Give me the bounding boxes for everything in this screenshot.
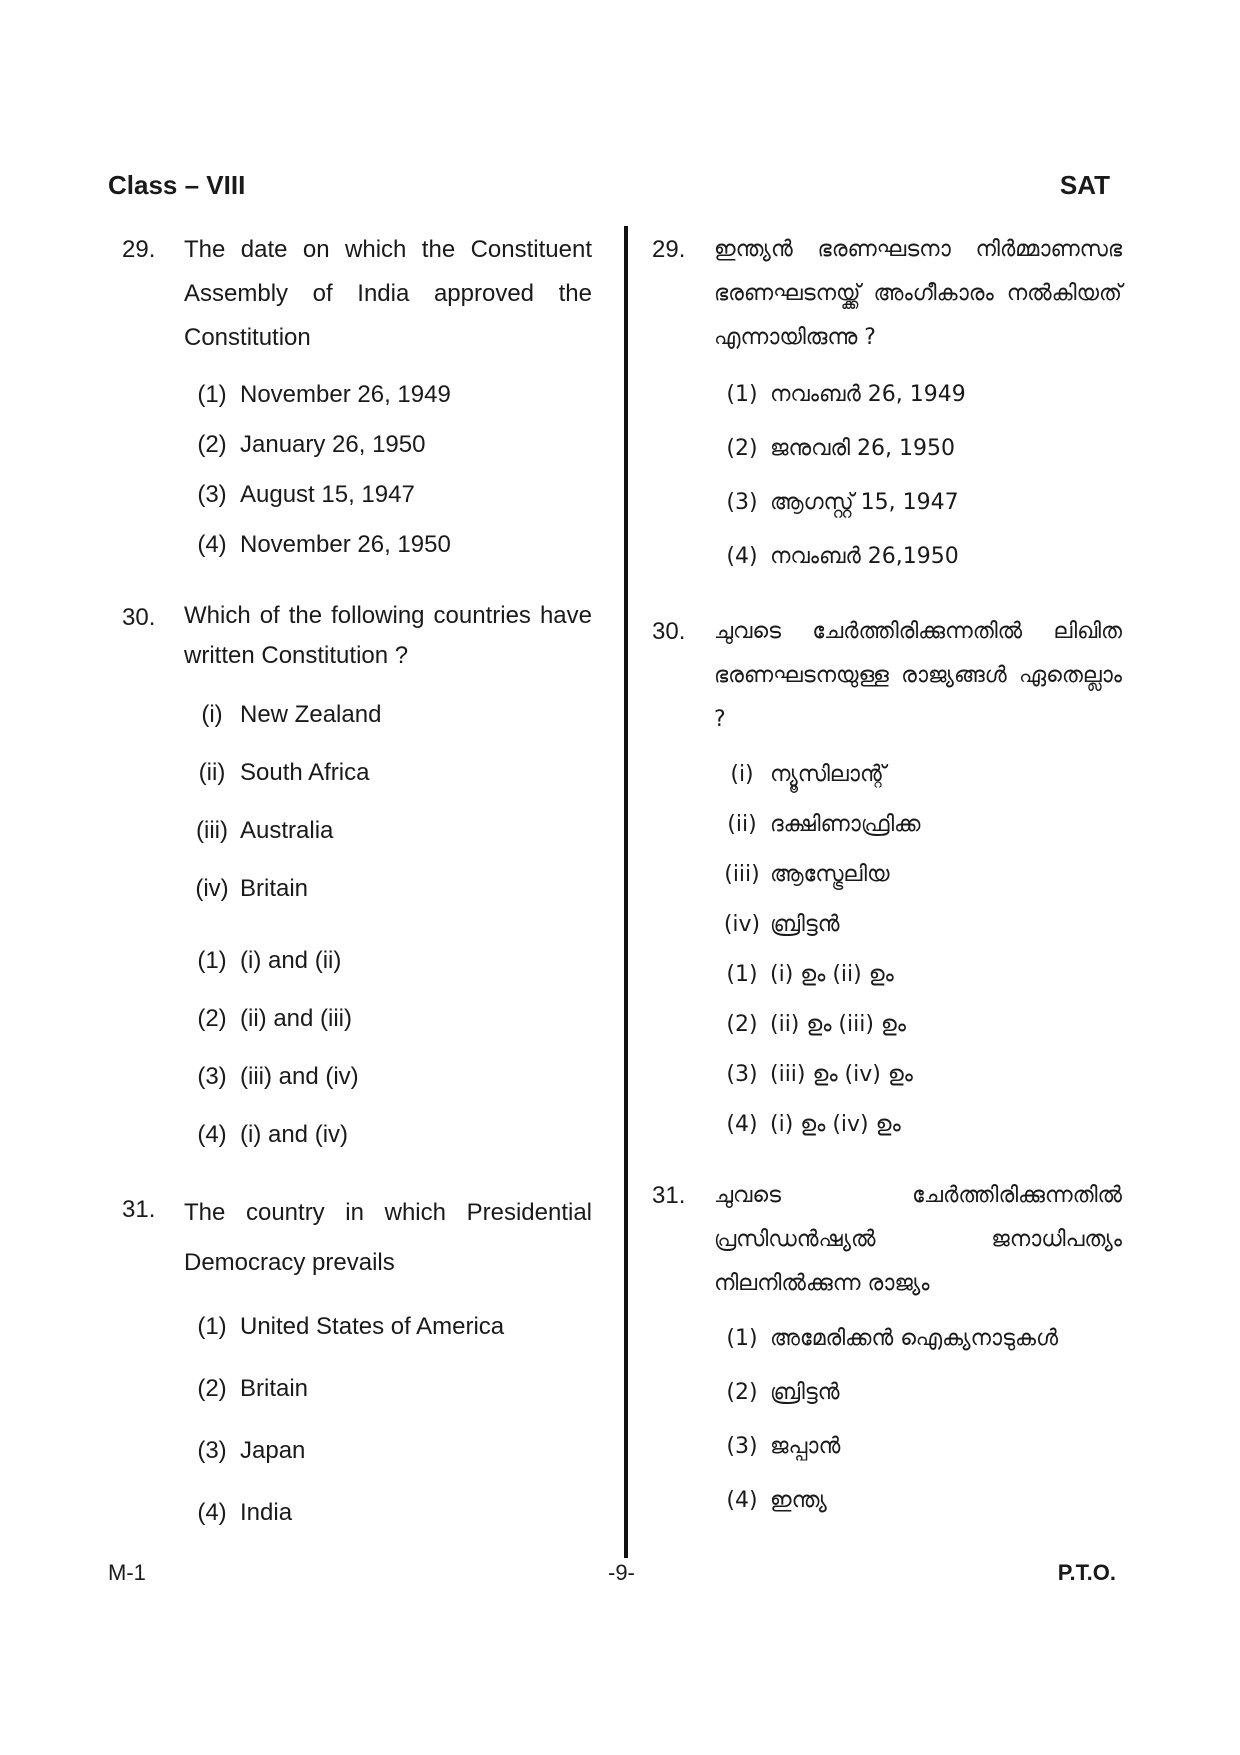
option	[184, 520, 592, 570]
options	[714, 1312, 1122, 1528]
option-label: (2)	[726, 436, 758, 461]
option	[184, 370, 592, 420]
question-text: ചുവടെ ചേർത്തിരിക്കുന്നതിൽ ലിഖിത ഭരണഘടനയുള്ള രാജ്യങ്ങൾ ഏതെല്ലാം ?	[714, 619, 1122, 732]
question-30-en	[122, 596, 592, 1164]
item-text: ന്യൂസിലാന്റ്	[770, 762, 886, 787]
option-label: (2)	[197, 431, 227, 458]
option-label: (1)	[726, 962, 758, 987]
option-text: Britain	[240, 1375, 309, 1402]
option	[714, 1366, 1122, 1420]
question-30-ml	[652, 610, 1122, 1150]
question-number: 31.	[122, 1196, 156, 1223]
option-label: (3)	[197, 481, 227, 508]
option-text: (iii) ഉം (iv) ഉം	[770, 1062, 913, 1087]
option-label: (2)	[197, 1375, 227, 1402]
items	[714, 750, 1122, 950]
exam-label: SAT	[1059, 170, 1110, 200]
option-label: (4)	[726, 1488, 758, 1513]
item	[714, 900, 1122, 950]
options	[184, 932, 592, 1164]
option-label: (1)	[726, 382, 758, 407]
item-label: (ii)	[198, 759, 226, 786]
column-divider	[624, 226, 628, 1558]
option	[184, 932, 592, 990]
item-text: New Zealand	[240, 701, 382, 728]
option-label: (2)	[197, 1005, 227, 1032]
option-text: (i) ഉം (ii) ഉം	[770, 962, 894, 987]
options	[184, 370, 592, 570]
option-label: (4)	[726, 1112, 758, 1137]
option-label: (2)	[726, 1012, 758, 1037]
option	[714, 950, 1122, 1000]
option	[714, 476, 1122, 530]
option-text: ബ്രിട്ടൻ	[770, 1380, 840, 1405]
pto-label: P.T.O.	[1057, 1560, 1116, 1585]
items	[184, 686, 592, 918]
question-text: The country in which Presidential Democracy prevails	[184, 1199, 592, 1276]
option-text: ജനുവരി 26, 1950	[770, 436, 956, 461]
item	[184, 744, 592, 802]
question-29-ml	[652, 228, 1122, 584]
option-label: (3)	[726, 1434, 758, 1459]
item-text: South Africa	[240, 759, 370, 786]
question-text: ഇന്ത്യൻ ഭരണഘടനാ നിർമ്മാണസഭ ഭരണഘടനയ്ക്ക് അംഗീകാരം നൽകിയത് എന്നായിരുന്നു ?	[714, 237, 1122, 350]
item-label: (iv)	[195, 875, 229, 902]
option-text: November 26, 1950	[240, 531, 451, 558]
option	[714, 1312, 1122, 1366]
item-text: ബ്രിട്ടൻ	[770, 912, 840, 937]
class-label: Class – VIII	[108, 170, 246, 200]
paper-code: M-1	[108, 1560, 146, 1585]
option-label: (3)	[726, 490, 758, 515]
options	[714, 368, 1122, 584]
item-label: (iii)	[196, 817, 228, 844]
option-text: November 26, 1949	[240, 381, 451, 408]
option-label: (4)	[197, 1499, 227, 1526]
page-number: -9-	[608, 1560, 635, 1585]
item	[184, 802, 592, 860]
english-column	[122, 228, 592, 1544]
option	[714, 368, 1122, 422]
item-label: (iv)	[723, 912, 761, 937]
option	[714, 1474, 1122, 1528]
option-text: അമേരിക്കൻ ഐക്യനാടുകൾ	[770, 1326, 1059, 1351]
item-text: ആസ്ട്രേലിയ	[770, 862, 890, 887]
option-text: (ii) and (iii)	[240, 1005, 353, 1032]
question-number: 29.	[122, 236, 156, 263]
question-number: 30.	[122, 604, 156, 631]
option	[184, 1420, 592, 1482]
option-label: (4)	[726, 544, 758, 569]
option-label: (3)	[197, 1063, 227, 1090]
option-label: (1)	[197, 381, 227, 408]
item	[714, 850, 1122, 900]
item	[714, 800, 1122, 850]
option-text: ജപ്പാൻ	[770, 1434, 841, 1459]
question-text: Which of the following countries have written Constitution ?	[184, 602, 592, 669]
option-text: (i) and (ii)	[240, 947, 342, 974]
option	[184, 1358, 592, 1420]
option-text: ഇന്ത്യ	[770, 1488, 827, 1513]
item-label: (ii)	[727, 812, 757, 837]
item-text: Britain	[240, 875, 309, 902]
item-text: ദക്ഷിണാഫ്രിക്ക	[770, 812, 921, 837]
malayalam-column	[652, 228, 1122, 1528]
option	[184, 470, 592, 520]
question-31-ml	[652, 1174, 1122, 1528]
option	[714, 1100, 1122, 1150]
option-text: United States of America	[240, 1313, 505, 1340]
option-text: (iii) and (iv)	[240, 1063, 359, 1090]
option	[184, 1048, 592, 1106]
option-text: Japan	[240, 1437, 306, 1464]
question-number: 30.	[652, 618, 686, 645]
option-label: (1)	[197, 1313, 227, 1340]
question-number: 29.	[652, 236, 686, 263]
option	[184, 990, 592, 1048]
option	[714, 530, 1122, 584]
options	[714, 950, 1122, 1150]
option-text: നവംബർ 26, 1949	[770, 382, 966, 407]
option	[184, 1106, 592, 1164]
option-label: (3)	[197, 1437, 227, 1464]
item	[714, 750, 1122, 800]
item-label: (iii)	[724, 862, 760, 887]
question-29-en	[122, 228, 592, 570]
item-text: Australia	[240, 817, 334, 844]
option	[184, 420, 592, 470]
option-label: (4)	[197, 1121, 227, 1148]
option-label: (2)	[726, 1380, 758, 1405]
option	[714, 1050, 1122, 1100]
option	[714, 422, 1122, 476]
option-text: ആഗസ്റ്റ് 15, 1947	[770, 490, 959, 515]
option-label: (1)	[197, 947, 227, 974]
item-label: (i)	[201, 701, 223, 728]
options	[184, 1296, 592, 1544]
option	[184, 1296, 592, 1358]
option-text: August 15, 1947	[240, 481, 415, 508]
option-text: (ii) ഉം (iii) ഉം	[770, 1012, 906, 1037]
option	[714, 1420, 1122, 1474]
item-label: (i)	[730, 762, 754, 787]
option-text: India	[240, 1499, 293, 1526]
option-label: (4)	[197, 531, 227, 558]
option-label: (3)	[726, 1062, 758, 1087]
question-text: ചുവടെ ചേർത്തിരിക്കുന്നതിൽ പ്രസിഡൻഷ്യൽ ജനാധിപത്യം നിലനിൽക്കുന്ന രാജ്യം	[714, 1183, 1122, 1296]
option-text: January 26, 1950	[240, 431, 426, 458]
option	[714, 1000, 1122, 1050]
item	[184, 686, 592, 744]
question-text: The date on which the Constituent Assembly of India approved the Constitution	[184, 236, 592, 351]
option	[184, 1482, 592, 1544]
option-text: (i) and (iv)	[240, 1121, 349, 1148]
question-number: 31.	[652, 1182, 686, 1209]
option-text: (i) ഉം (iv) ഉം	[770, 1112, 901, 1137]
option-label: (1)	[726, 1326, 758, 1351]
option-text: നവംബർ 26,1950	[770, 544, 959, 569]
item	[184, 860, 592, 918]
question-31-en	[122, 1188, 592, 1544]
